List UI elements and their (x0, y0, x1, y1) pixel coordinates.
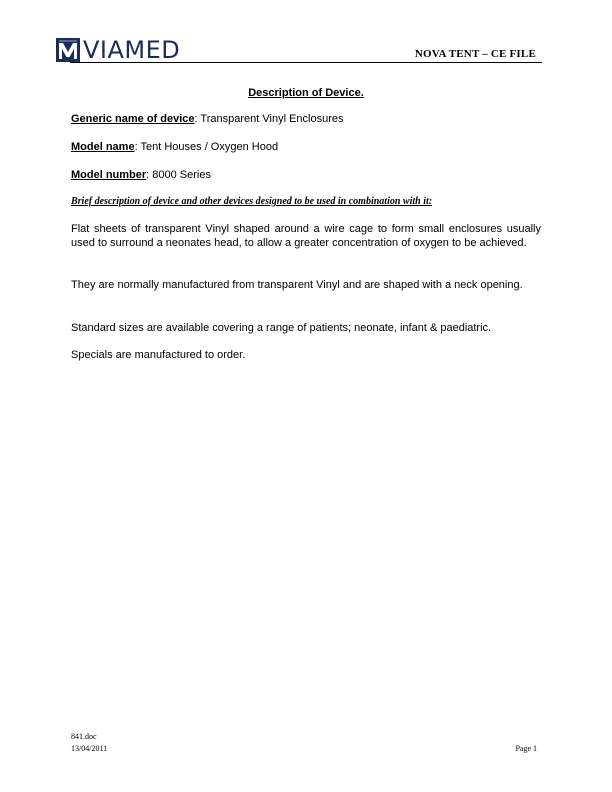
model-name-value: : Tent Houses / Oxygen Hood (134, 141, 279, 153)
description-paragraph: Standard sizes are available covering a range of patients; neonate, infant & paediatric. (71, 322, 492, 334)
description-paragraph: They are normally manufactured from transparent Vinyl and are shaped with a neck opening. (71, 279, 523, 291)
document-heading: Description of Device. (248, 87, 364, 99)
model-name-label: Model name (71, 141, 135, 153)
model-name-field (71, 141, 278, 153)
generic-name-label: Generic name of device (71, 113, 195, 125)
model-number-field (71, 169, 211, 181)
document-header-title: NOVA TENT – CE FILE (414, 48, 536, 60)
footer-date: 13/04/2011 (71, 744, 108, 753)
model-number-label: Model number (71, 169, 147, 181)
brief-description-heading: Brief description of device and other devices designed to be used in combination with it: (71, 196, 433, 207)
description-paragraph: Flat sheets of transparent Vinyl shaped around a wire cage to form small enclosures usually used to surround a neonates head, to allow a greater concentration of oxygen to be achieved. (71, 223, 541, 249)
header-divider (70, 62, 542, 63)
generic-name-value: : Transparent Vinyl Enclosures (194, 113, 344, 125)
viamed-logo-icon (56, 38, 80, 62)
description-paragraph: Specials are manufactured to order. (71, 349, 246, 361)
generic-name-field (71, 113, 343, 125)
footer-filename: 841.doc (71, 732, 97, 741)
viamed-logo (56, 36, 180, 64)
model-number-value: : 8000 Series (146, 169, 211, 181)
footer-page-number: Page 1 (515, 744, 537, 753)
logo-wordmark: VIAMED (83, 36, 181, 64)
